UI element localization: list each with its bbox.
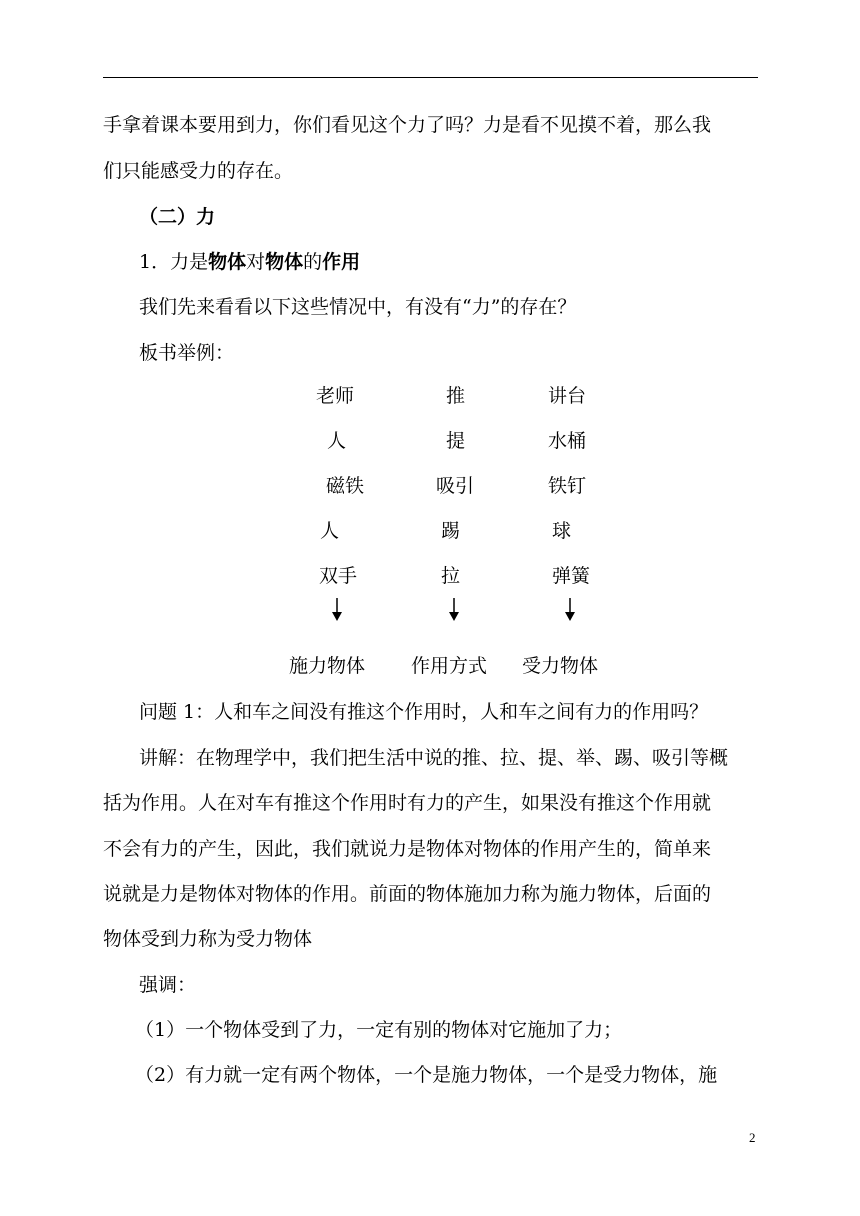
section-heading: （二）力 — [139, 206, 216, 228]
point-line: （1）一个物体受到了力，一定有别的物体对它施加了力； — [135, 1019, 623, 1041]
board-footer-label: 施力物体 — [289, 655, 366, 677]
board-cell: 球 — [552, 520, 572, 542]
board-footer-label: 受力物体 — [522, 655, 599, 677]
down-arrow-icon — [331, 598, 343, 622]
paragraph-line: 物体受到力称为受力物体 — [103, 928, 313, 950]
board-cell: 铁钉 — [548, 475, 587, 497]
point-line: （2）有力就一定有两个物体，一个是施力物体，一个是受力物体，施 — [135, 1064, 718, 1086]
board-cell: 提 — [446, 430, 466, 452]
header-rule — [103, 77, 758, 78]
board-cell: 人 — [327, 430, 347, 452]
board-footer-label: 作用方式 — [411, 655, 488, 677]
board-cell: 拉 — [441, 565, 461, 587]
paragraph-line: 讲解：在物理学中，我们把生活中说的推、拉、提、举、踢、吸引等概 — [139, 747, 729, 769]
paragraph-line: 手拿着课本要用到力，你们看见这个力了吗？力是看不见摸不着，那么我 — [103, 114, 712, 136]
item-heading: 1．力是物体对物体的作用 — [139, 251, 361, 273]
board-cell: 人 — [320, 520, 340, 542]
board-cell: 讲台 — [548, 385, 587, 407]
paragraph-line: 括为作用。人在对车有推这个作用时有力的产生，如果没有推这个作用就 — [103, 792, 712, 814]
board-cell: 磁铁 — [326, 475, 365, 497]
board-cell: 踢 — [441, 520, 461, 542]
board-cell: 老师 — [316, 385, 355, 407]
page-number: 2 — [749, 1130, 756, 1145]
paragraph-line: 不会有力的产生，因此，我们就说力是物体对物体的作用产生的，简单来 — [103, 838, 712, 860]
emphasis-label: 强调： — [139, 974, 197, 996]
down-arrow-icon — [448, 598, 460, 622]
down-arrow-icon — [564, 598, 576, 622]
board-cell: 吸引 — [436, 475, 475, 497]
board-cell: 弹簧 — [552, 565, 591, 587]
question-line: 问题 1：人和车之间没有推这个作用时，人和车之间有力的作用吗？ — [139, 701, 709, 723]
paragraph-line: 说就是力是物体对物体的作用。前面的物体施加力称为施力物体，后面的 — [103, 883, 712, 905]
board-cell: 双手 — [319, 565, 358, 587]
board-cell: 水桶 — [548, 430, 587, 452]
paragraph-line: 我们先来看看以下这些情况中，有没有“力”的存在？ — [139, 296, 577, 318]
board-cell: 推 — [446, 385, 466, 407]
paragraph-line: 们只能感受力的存在。 — [103, 160, 294, 182]
board-label: 板书举例： — [139, 342, 235, 364]
